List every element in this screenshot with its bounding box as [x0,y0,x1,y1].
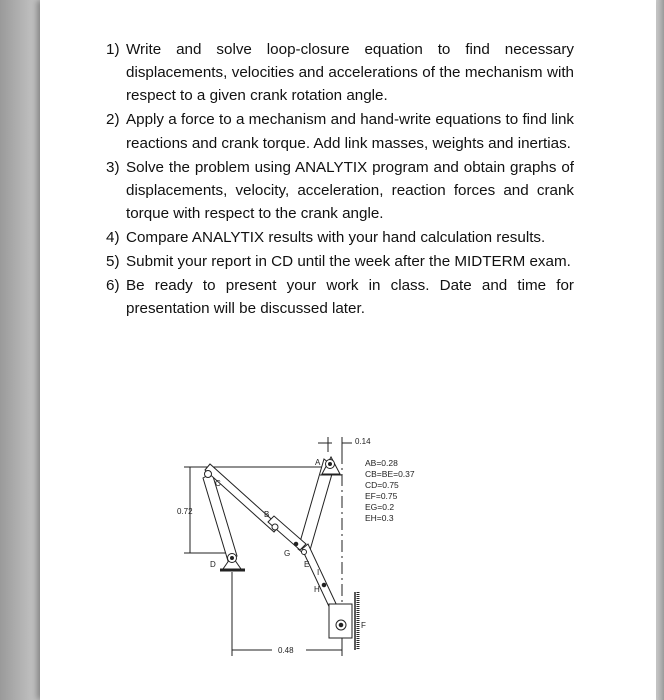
joint-g [294,542,298,546]
task-number: 3) [106,158,120,176]
label-d: D [210,560,216,569]
task-text: Solve the problem using ANALYTIX program and obtain graphs of displacements, velocity, acceleration, reaction forces and crank torque with respect to the crank angle. [126,158,574,223]
task-text: Apply a force to a mechanism and hand-write equations to find link reactions and crank torque. Add link masses, weights and inertias. [126,111,574,152]
task-text: Write and solve loop-closure equation to find necessary displacements, velocities and accelerations of the mechanism with respect to a given crank rotation angle. [126,41,574,105]
joint-b [272,524,278,530]
label-f: F [361,621,366,630]
label-g: G [284,549,291,558]
joint-h [322,583,326,587]
task-number: 4) [106,229,120,247]
label-c: C [215,479,221,488]
label-e: E [304,560,310,569]
task-number: 1) [106,41,120,58]
joint-e [302,550,307,555]
task-text: Compare ANALYTIX results with your hand calculation results. [126,229,546,247]
dim-top-value: 0.14 [355,437,371,446]
label-i: I [317,568,320,577]
joint-c [205,471,212,478]
page-left-margin [0,0,40,700]
length-cb-be: CB=BE=0.37 [365,469,415,479]
label-h: H [314,585,320,594]
task-number: 5) [106,253,120,271]
label-b: B [264,510,270,519]
task-item [106,250,574,273]
task-text: Submit your report in CD until the week after the MIDTERM exam. [126,253,571,271]
mechanism-diagram [80,420,500,670]
document-page [40,0,656,700]
task-item [106,156,574,226]
task-item [106,274,574,320]
length-cd: CD=0.75 [365,480,399,490]
task-item [106,226,574,249]
joint-d-pin [231,557,234,560]
task-number: 2) [106,111,120,129]
label-a: A [315,458,321,467]
length-ef: EF=0.75 [365,491,398,501]
dim-vertical-value: 0.72 [177,507,193,516]
length-eh: EH=0.3 [365,513,394,523]
task-list [106,38,574,321]
length-ab: AB=0.28 [365,458,398,468]
task-item [106,38,574,108]
joint-a-pin [329,463,332,466]
page-right-margin [656,0,664,700]
length-eg: EG=0.2 [365,502,395,512]
task-number: 6) [106,277,120,295]
joint-f-pin [339,623,343,627]
task-item [106,108,574,154]
link-eb [268,516,306,550]
dim-horizontal-value: 0.48 [278,646,294,655]
task-text: Be ready to present your work in class. Date and time for presentation will be discussed later. [126,277,574,318]
